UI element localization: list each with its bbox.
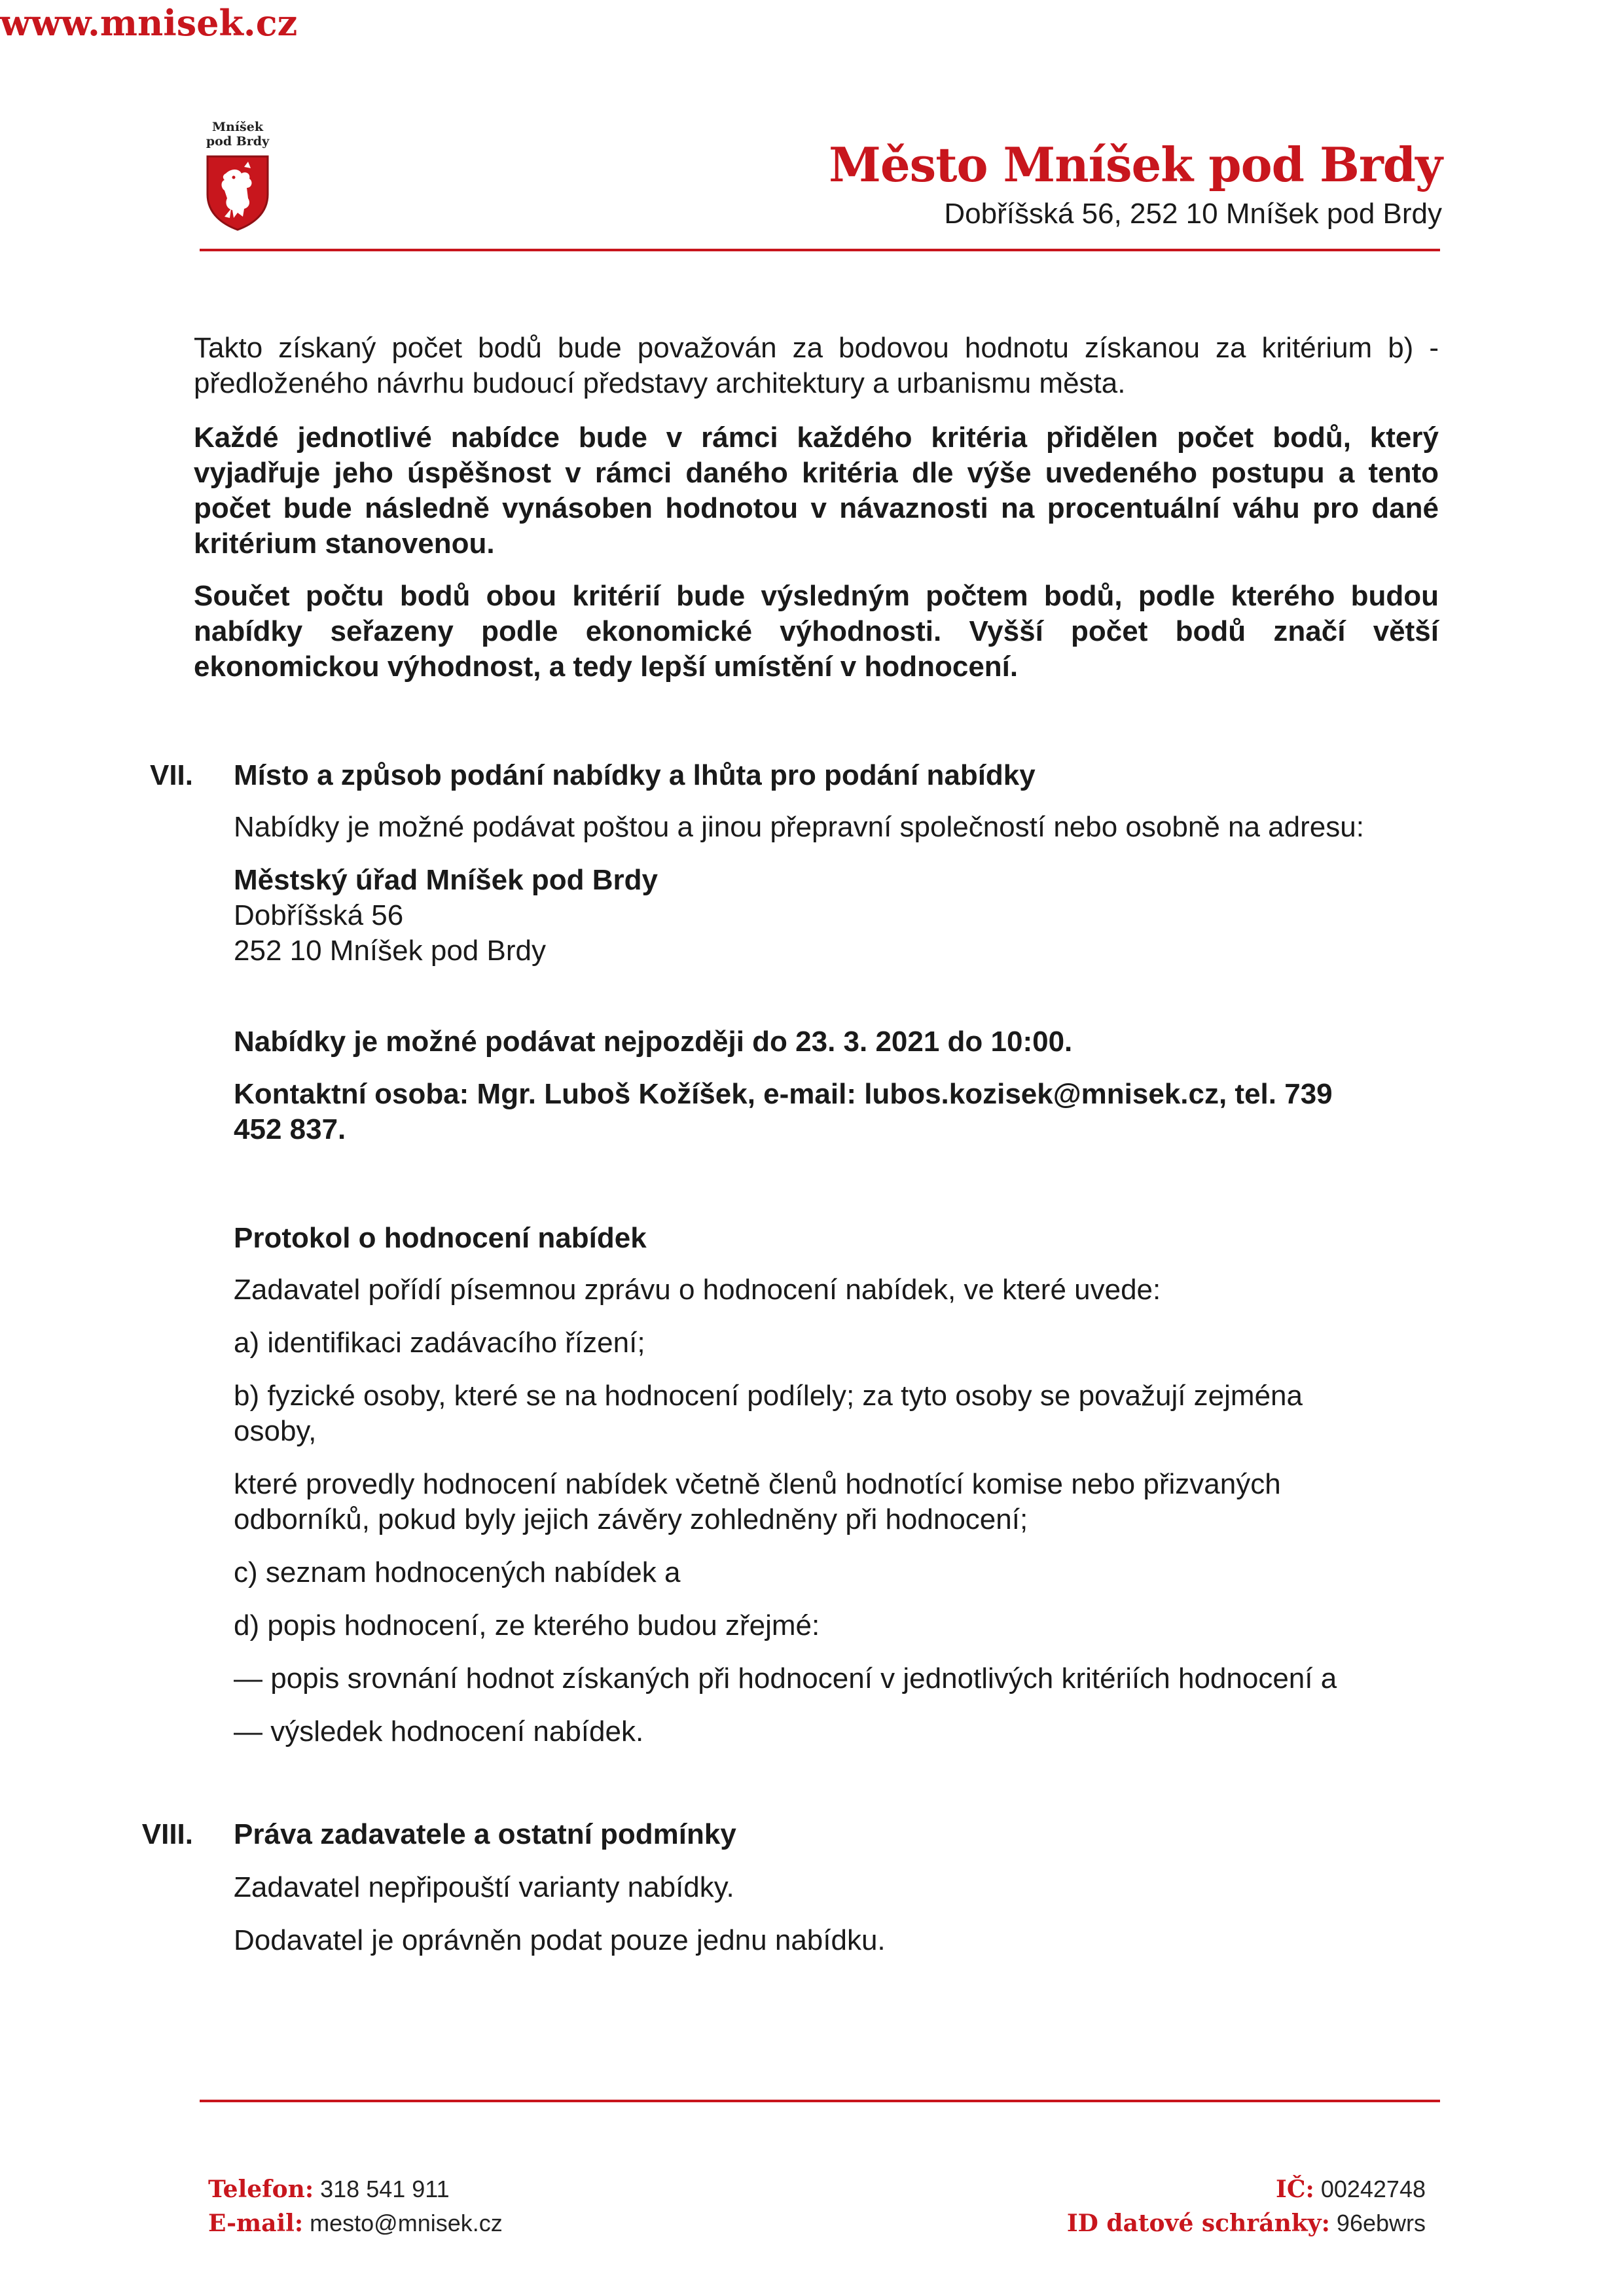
- section-7-number: VII.: [149, 759, 193, 791]
- protocol-item-b2-line-1: které provedly hodnocení nabídek včetně členů hodnotící komise nebo přizvaných: [234, 1468, 1281, 1500]
- email-value[interactable]: mesto@mnisek.cz: [310, 2210, 503, 2236]
- header-divider: [200, 249, 1440, 251]
- databox-label: ID datové schránky:: [1066, 2210, 1330, 2237]
- address-city: 252 10 Mníšek pod Brdy: [234, 935, 546, 967]
- section-8-number: VIII.: [141, 1818, 193, 1850]
- section-7-title: Místo a způsob podání nabídky a lhůta pro podání nabídky: [234, 759, 1036, 791]
- ic-value: 00242748: [1320, 2176, 1426, 2202]
- intro-paragraph-3: Součet počtu bodů obou kritérií bude výsledným počtem bodů, podle kterého budou nabídky seřazeny podle ekonomické výhodnosti. Vyšší počet bodů značí větší ekonomickou výhodnost, a tedy lepší umístění v hodnocení.: [194, 580, 1439, 683]
- protocol-title: Protokol o hodnocení nabídek: [234, 1222, 647, 1254]
- logo-text-line2: pod Brdy: [206, 134, 270, 149]
- phone-label: Telefon:: [208, 2176, 314, 2203]
- city-title: Město Mníšek pod Brdy: [829, 137, 1442, 192]
- protocol-dash-2: — výsledek hodnocení nabídek.: [234, 1715, 644, 1748]
- logo-text: [195, 120, 280, 149]
- section-8-title: Práva zadavatele a ostatní podmínky: [234, 1818, 736, 1850]
- protocol-item-c: c) seznam hodnocených nabídek a: [234, 1556, 681, 1588]
- section-8-line-2: Dodavatel je oprávněn podat pouze jednu nabídku.: [234, 1924, 886, 1956]
- city-logo: [195, 120, 280, 231]
- logo-text-line1: Mníšek: [211, 120, 263, 134]
- coat-of-arms-icon: [205, 154, 270, 231]
- deadline: Nabídky je možné podávat nejpozději do 23. 3. 2021 do 10:00.: [234, 1026, 1073, 1058]
- address-name: Městský úřad Mníšek pod Brdy: [234, 864, 658, 896]
- footer-databox: [1067, 2207, 1426, 2240]
- protocol-item-b2-line-2: odborníků, pokud byly jejich závěry zohledněny při hodnocení;: [234, 1503, 1028, 1535]
- ic-label: IČ:: [1276, 2176, 1314, 2203]
- footer-phone: [208, 2173, 450, 2206]
- protocol-item-b-line-1: b) fyzické osoby, které se na hodnocení podílely; za tyto osoby se považují zejména: [234, 1380, 1303, 1412]
- databox-value: 96ebwrs: [1336, 2210, 1426, 2236]
- protocol-item-a: a) identifikaci zadávacího řízení;: [234, 1327, 645, 1359]
- footer-divider: [200, 2100, 1440, 2102]
- contact-line-2: 452 837.: [234, 1113, 346, 1145]
- section-8-line-1: Zadavatel nepřipouští varianty nabídky.: [234, 1871, 734, 1903]
- footer-email: [208, 2207, 503, 2240]
- protocol-item-b-line-2: osoby,: [234, 1415, 317, 1447]
- email-label: E-mail:: [208, 2210, 304, 2237]
- intro-paragraph-1: Takto získaný počet bodů bude považován za bodovou hodnotu získanou za kritérium b) - předloženého návrhu budoucí představy architektury a urbanismu města.: [194, 332, 1439, 399]
- footer-ic: [1276, 2173, 1426, 2206]
- city-address: Dobříšská 56, 252 10 Mníšek pod Brdy: [944, 198, 1442, 230]
- phone-value: 318 541 911: [320, 2176, 450, 2202]
- protocol-item-d: d) popis hodnocení, ze kterého budou zřejmé:: [234, 1609, 820, 1641]
- submission-intro: Nabídky je možné podávat poštou a jinou přepravní společností nebo osobně na adresu:: [234, 811, 1364, 843]
- protocol-intro: Zadavatel pořídí písemnou zprávu o hodnocení nabídek, ve které uvede:: [234, 1274, 1161, 1306]
- intro-paragraph-2: Každé jednotlivé nabídce bude v rámci každého kritéria přidělen počet bodů, který vyjadřuje jeho úspěšnost v rámci daného kritéria dle výše uvedeného postupu a tento počet bude následně vynásoben hodnotou v návaznosti na procentuální váhu pro dané kritérium stanovenou.: [194, 422, 1439, 560]
- protocol-dash-1: — popis srovnání hodnot získaných při hodnocení v jednotlivých kritériích hodnocení a: [234, 1662, 1337, 1695]
- contact-line-1: Kontaktní osoba: Mgr. Luboš Kožíšek, e-mail: lubos.kozisek@mnisek.cz, tel. 739: [234, 1078, 1333, 1110]
- website-link[interactable]: www.mnisek.cz: [0, 2, 298, 44]
- address-street: Dobříšská 56: [234, 899, 404, 931]
